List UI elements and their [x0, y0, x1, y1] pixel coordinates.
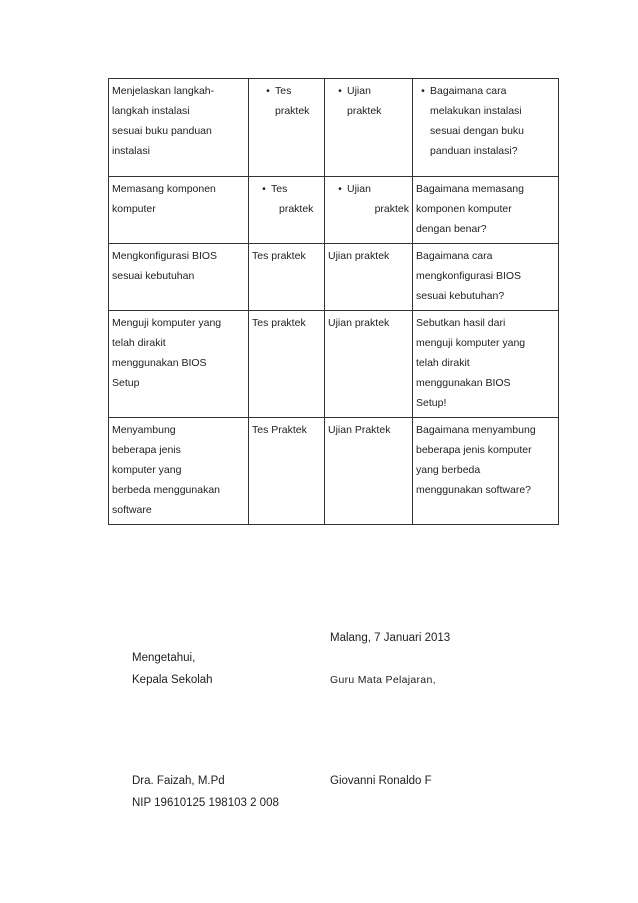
cell-line: sesuai dengan buku	[430, 125, 524, 137]
bullet-icon: •	[338, 85, 342, 97]
instrument-cell	[413, 79, 559, 177]
cell-line: praktek	[374, 203, 409, 215]
cell-line: Setup	[112, 377, 140, 389]
cell-line: menggunakan software?	[416, 484, 531, 496]
cell-line: dengan benar?	[416, 223, 487, 235]
cell-line: telah dirakit	[112, 337, 166, 349]
form-cell	[325, 177, 413, 244]
cell-line: Tes praktek	[252, 250, 306, 262]
cell-line: software	[112, 504, 152, 516]
cell-line: melakukan instalasi	[430, 105, 522, 117]
table-row	[109, 79, 559, 177]
cell-line: praktek	[347, 105, 382, 117]
cell-line: Memasang komponen	[112, 183, 216, 195]
cell-line: sesuai kebutuhan	[112, 270, 195, 282]
cell-line: Ujian praktek	[328, 250, 390, 262]
technique-cell	[249, 418, 325, 525]
principal-name: Dra. Faizah, M.Pd	[132, 775, 225, 787]
cell-line: komputer	[112, 203, 156, 215]
cell-line: Tes	[275, 85, 292, 97]
indicator-cell	[109, 311, 249, 418]
bullet-icon: •	[338, 183, 342, 195]
technique-cell	[249, 244, 325, 311]
indicator-cell	[109, 177, 249, 244]
principal-title: Kepala Sekolah	[132, 674, 213, 686]
cell-line: Ujian	[347, 183, 371, 195]
instrument-cell	[413, 244, 559, 311]
cell-line: langkah instalasi	[112, 105, 190, 117]
cell-line: menggunakan BIOS	[416, 377, 511, 389]
cell-line: sesuai buku panduan	[112, 125, 212, 137]
cell-line: menggunakan BIOS	[112, 357, 207, 369]
cell-line: Ujian Praktek	[328, 424, 391, 436]
cell-line: komponen komputer	[416, 203, 512, 215]
form-cell	[325, 418, 413, 525]
teacher-title: Guru Mata Pelajaran,	[330, 674, 436, 686]
table-row	[109, 177, 559, 244]
technique-cell	[249, 177, 325, 244]
cell-line: Menguji komputer yang	[112, 317, 222, 329]
cell-line: sesuai kebutuhan?	[416, 290, 505, 302]
bullet-icon: •	[421, 85, 425, 97]
cell-line: komputer yang	[112, 464, 182, 476]
cell-line: telah dirakit	[416, 357, 470, 369]
known-by-label: Mengetahui,	[132, 652, 196, 664]
cell-line: Tes	[271, 183, 288, 195]
technique-cell	[249, 79, 325, 177]
cell-line: mengkonfigurasi BIOS	[416, 270, 522, 282]
assessment-table	[108, 78, 559, 525]
cell-line: Tes Praktek	[252, 424, 307, 436]
place-date: Malang, 7 Januari 2013	[330, 632, 451, 644]
technique-cell	[249, 311, 325, 418]
form-cell	[325, 79, 413, 177]
principal-nip: NIP 19610125 198103 2 008	[132, 797, 279, 809]
cell-line: Bagaimana cara	[416, 250, 493, 262]
cell-line: Tes praktek	[252, 317, 306, 329]
indicator-cell	[109, 244, 249, 311]
cell-line: Ujian	[347, 85, 371, 97]
cell-line: Setup!	[416, 397, 447, 409]
cell-line: Menjelaskan langkah-	[112, 85, 215, 97]
table-row	[109, 311, 559, 418]
cell-line: menguji komputer yang	[416, 337, 526, 349]
bullet-icon: •	[266, 85, 270, 97]
cell-line: Menyambung	[112, 424, 176, 436]
signature-left-footer	[132, 773, 279, 811]
cell-line: yang berbeda	[416, 464, 481, 476]
cell-line: beberapa jenis komputer	[416, 444, 532, 456]
indicator-cell	[109, 79, 249, 177]
cell-line: Bagaimana memasang	[416, 183, 524, 195]
bullet-icon: •	[262, 183, 266, 195]
cell-line: Bagaimana menyambung	[416, 424, 536, 436]
cell-line: praktek	[275, 105, 310, 117]
cell-line: beberapa jenis	[112, 444, 181, 456]
cell-line: Bagaimana cara	[430, 85, 507, 97]
signature-left-header	[132, 650, 213, 688]
indicator-cell	[109, 418, 249, 525]
cell-line: berbeda menggunakan	[112, 484, 221, 496]
assessment-table-body	[109, 79, 559, 525]
form-cell	[325, 244, 413, 311]
table-row	[109, 418, 559, 525]
teacher-name: Giovanni Ronaldo F	[330, 775, 432, 787]
instrument-cell	[413, 311, 559, 418]
table-row	[109, 244, 559, 311]
cell-line: panduan instalasi?	[430, 145, 518, 157]
cell-line: praktek	[279, 203, 314, 215]
form-cell	[325, 311, 413, 418]
instrument-cell	[413, 177, 559, 244]
cell-line: Mengkonfigurasi BIOS	[112, 250, 218, 262]
instrument-cell	[413, 418, 559, 525]
cell-line: Ujian praktek	[328, 317, 390, 329]
cell-line: instalasi	[112, 145, 150, 157]
cell-line: Sebutkan hasil dari	[416, 317, 506, 329]
